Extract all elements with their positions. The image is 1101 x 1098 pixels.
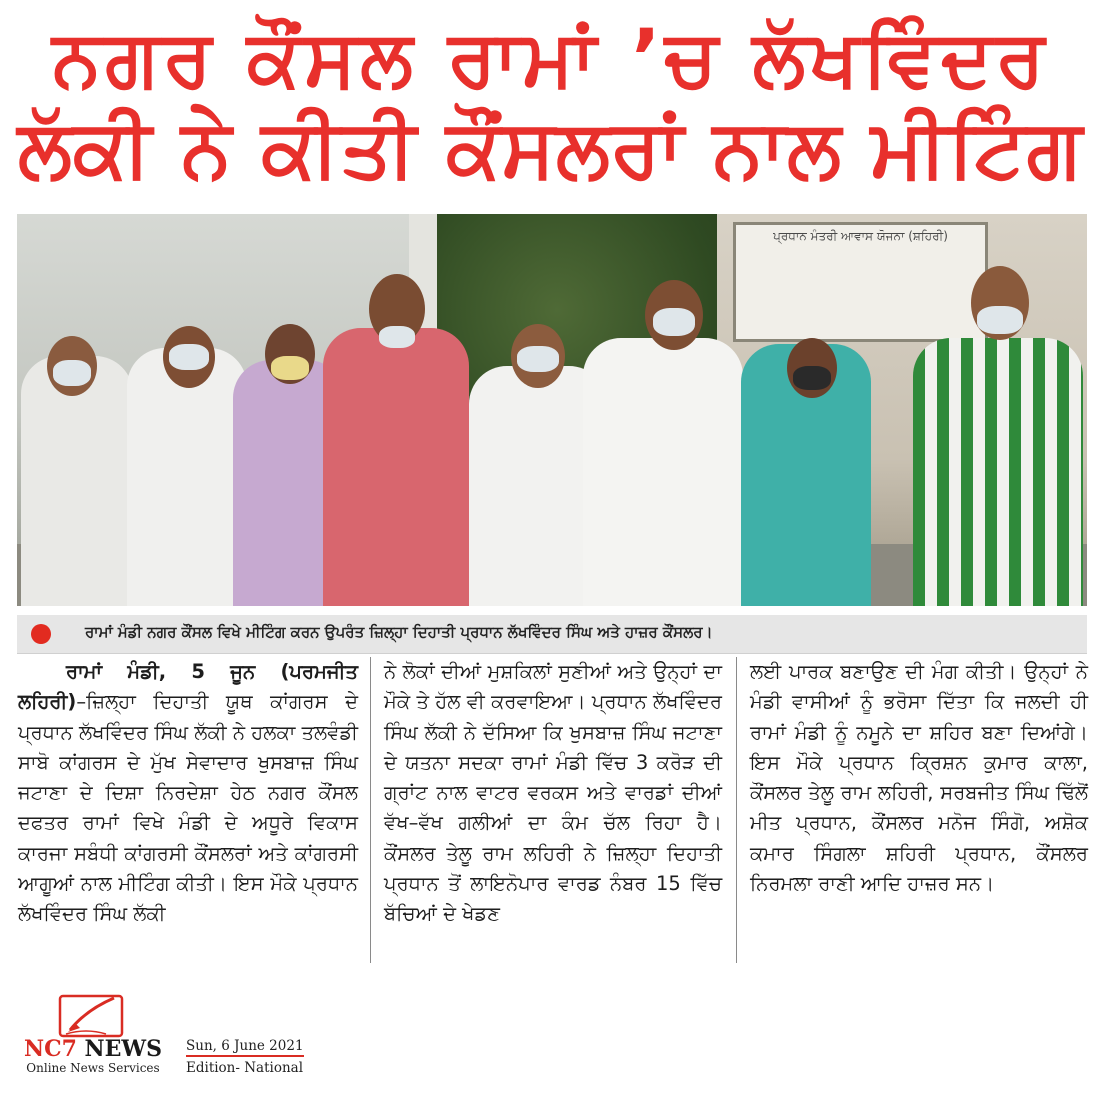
- headline-line-1: ਨਗਰ ਕੌਂਸਲ ਰਾਮਾਂ ’ਚ ਲੱਖਵਿੰਦਰ: [52, 14, 1049, 104]
- article-column-2: ਨੇ ਲੋਕਾਂ ਦੀਆਂ ਮੁਸ਼ਕਿਲਾਂ ਸੁਣੀਆਂ ਅਤੇ ਉਨ੍ਹਾਂ ਦਾ ਮੌਕੇ ਤੇ ਹੱਲ ਵੀ ਕਰਵਾਇਆ। ਪ੍ਰਧਾਨ ਲੱਖਵਿੰਦਰ ਸਿੰਘ ਲੱਕੀ ਨੇ ਦੱਸਿਆ ਕਿ ਖੁਸਬਾਜ਼ ਸਿੰਘ ਜਟਾਣਾ ਦੇ ਯਤਨਾ ਸਦਕਾ ਰਾਮਾਂ ਮੰਡੀ ਵਿੱਚ 3 ਕਰੋੜ ਦੀ ਗ੍ਰਾਂਟ ਨਾਲ ਵਾਟਰ ਵਰਕਸ ਅਤੇ ਵਾਰਡਾਂ ਦੀਆਂ ਵੱਖ–ਵੱਖ ਗਲੀਆਂ ਦਾ ਕੰਮ ਚੱਲ ਰਿਹਾ ਹੈ। ਕੌਂਸਲਰ ਤੇਲੂ ਰਾਮ ਲਹਿਰੀ ਨੇ ਜ਼ਿਲ੍ਹਾ ਦਿਹਾਤੀ ਪ੍ਰਧਾਨ ਤੋਂ ਲਾਇਨੋਪਾਰ ਵਾਰਡ ਨੰਬਰ 15 ਵਿੱਚ ਬੱਚਿਆਂ ਦੇ ਖੇਡਣ: [384, 660, 722, 926]
- article-dateline: ਰਾਮਾਂ ਮੰਡੀ, 5 ਜੂਨ (ਪਰਮਜੀਤ ਲਹਿਰੀ): [18, 660, 358, 714]
- brand-name: [18, 1037, 168, 1061]
- issue-date: Sun, 6 June 2021: [186, 1038, 304, 1057]
- column-divider-1: [370, 657, 371, 963]
- photo-signboard: ਪ੍ਰਧਾਨ ਮੰਤਰੀ ਆਵਾਸ ਯੋਜਨਾ (ਸ਼ਹਿਰੀ): [733, 222, 988, 342]
- person-3-mask: [271, 356, 309, 380]
- nc7-news-logo: [18, 990, 168, 1080]
- article-column-1-text: –ਜ਼ਿਲ੍ਹਾ ਦਿਹਾਤੀ ਯੂਥ ਕਾਂਗਰਸ ਦੇ ਪ੍ਰਧਾਨ ਲੱਖਵਿੰਦਰ ਸਿੰਘ ਲੱਕੀ ਨੇ ਹਲਕਾ ਤਲਵੰਡੀ ਸਾਬੋ ਕਾਂਗਰਸ ਦੇ ਮੁੱਖ ਸੇਵਾਦਾਰ ਖੁਸਬਾਜ਼ ਸਿੰਘ ਜਟਾਣਾ ਦੇ ਦਿਸ਼ਾ ਨਿਰਦੇਸ਼ਾ ਹੇਠ ਨਗਰ ਕੌਂਸਲ ਦਫਤਰ ਰਾਮਾਂ ਵਿਖੇ ਮੰਡੀ ਦੇ ਅਧੂਰੇ ਵਿਕਾਸ ਕਾਰਜਾ ਸਬੰਧੀ ਕਾਂਗਰਸੀ ਕੌਂਸਲਰਾਂ ਅਤੇ ਕਾਂਗਰਸੀ ਆਗੂਆਂ ਨਾਲ ਮੀਟਿੰਗ ਕੀਤੀ। ਇਸ ਮੌਕੇ ਪ੍ਰਧਾਨ ਲੱਖਵਿੰਦਰ ਸਿੰਘ ਲੱਕੀ: [18, 690, 358, 926]
- person-7-mask: [793, 366, 831, 390]
- photo-caption: [17, 615, 1087, 654]
- person-2-mask: [169, 344, 209, 370]
- person-6-mask: [653, 308, 695, 336]
- issue-meta: [186, 1038, 304, 1076]
- person-4: [323, 328, 469, 606]
- pen-icon: [56, 990, 128, 1040]
- person-6: [583, 338, 743, 606]
- brand-subtitle: Online News Services: [26, 1061, 160, 1075]
- brand-part-2: NEWS: [76, 1036, 163, 1062]
- news-photo: [17, 214, 1087, 606]
- headline-line-2: ਲੱਕੀ ਨੇ ਕੀਤੀ ਕੌਂਸਲਰਾਂ ਨਾਲ ਮੀਟਿੰਗ: [17, 102, 1084, 195]
- person-4-mask: [379, 326, 415, 348]
- brand-part-1: NC7: [23, 1036, 77, 1062]
- column-divider-2: [736, 657, 737, 963]
- person-5-mask: [517, 346, 559, 372]
- issue-edition: Edition- National: [186, 1060, 304, 1076]
- person-1-mask: [53, 360, 91, 386]
- article-column-1: [18, 657, 358, 930]
- article-column-3: ਲਈ ਪਾਰਕ ਬਣਾਉਣ ਦੀ ਮੰਗ ਕੀਤੀ। ਉਨ੍ਹਾਂ ਨੇ ਮੰਡੀ ਵਾਸੀਆਂ ਨੂੰ ਭਰੋਸਾ ਦਿੱਤਾ ਕਿ ਜਲਦੀ ਹੀ ਰਾਮਾਂ ਮੰਡੀ ਨੂੰ ਨਮੂਨੇ ਦਾ ਸ਼ਹਿਰ ਬਣਾ ਦਿਆਂਗੇ। ਇਸ ਮੌਕੇ ਪ੍ਰਧਾਨ ਕ੍ਰਿਸ਼ਨ ਕੁਮਾਰ ਕਾਲਾ, ਕੌਂਸਲਰ ਤੇਲੂ ਰਾਮ ਲਹਿਰੀ, ਸਰਬਜੀਤ ਸਿੰਘ ਢਿੱਲੋਂ ਮੀਤ ਪ੍ਰਧਾਨ, ਕੌਂਸਲਰ ਮਨੋਜ ਸਿੰਗੋ, ਅਸ਼ੋਕ ਕਮਾਰ ਸਿੰਗਲਾ ਸ਼ਹਿਰੀ ਪ੍ਰਧਾਨ, ਕੌਂਸਲਰ ਨਿਰਮਲਾ ਰਾਣੀ ਆਦਿ ਹਾਜ਼ਰ ਸਨ।: [750, 660, 1088, 896]
- caption-bullet-icon: [31, 624, 51, 644]
- caption-text: ਰਾਮਾਂ ਮੰਡੀ ਨਗਰ ਕੌਂਸਲ ਵਿਖੇ ਮੀਟਿੰਗ ਕਰਨ ਉਪਰੰਤ ਜ਼ਿਲ੍ਹਾ ਦਿਹਾਤੀ ਪ੍ਰਧਾਨ ਲੱਖਵਿੰਦਰ ਸਿੰਘ ਅਤੇ ਹਾਜ਼ਰ ਕੌਂਸਲਰ।: [85, 623, 713, 641]
- person-8-mask: [977, 306, 1023, 334]
- person-8: [913, 338, 1083, 606]
